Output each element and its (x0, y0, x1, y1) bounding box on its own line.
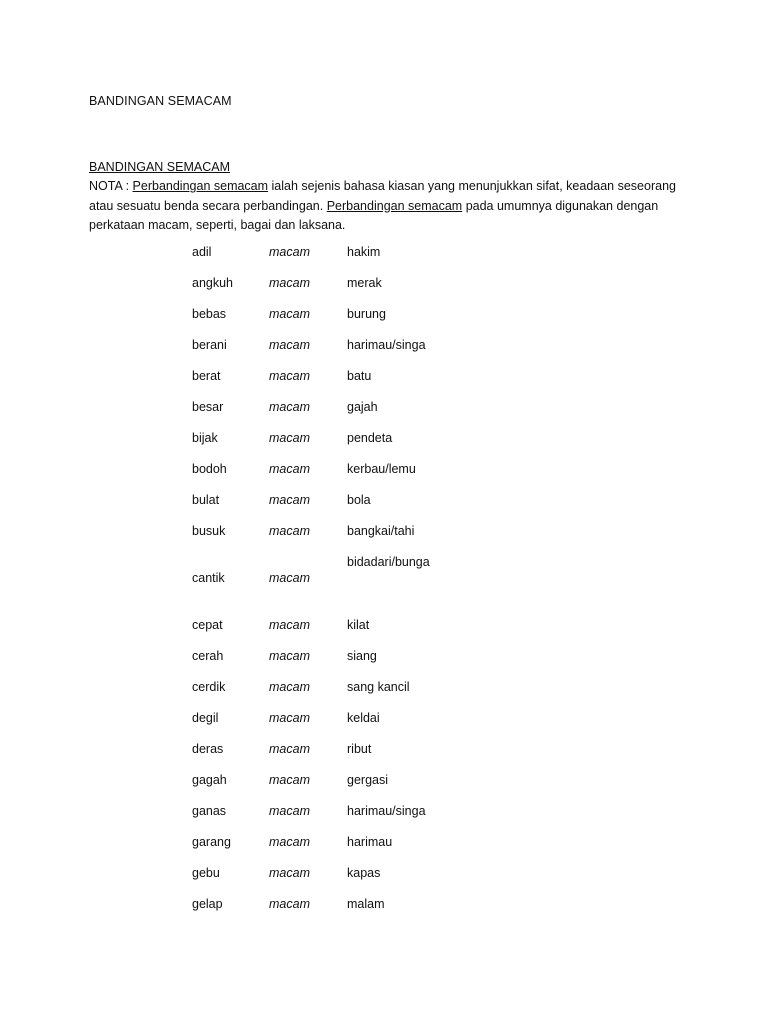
row-comparison: burung (347, 307, 386, 321)
row-comparison: bidadari/bunga (347, 555, 430, 569)
row-comparison: harimau/singa (347, 338, 426, 352)
row-comparison: harimau (347, 835, 393, 849)
row-comparison: batu (347, 369, 372, 383)
row-adjective: gelap (192, 897, 223, 911)
row-connector: macam (269, 462, 310, 476)
table-row (192, 462, 452, 493)
row-comparison: bangkai/tahi (347, 524, 415, 538)
row-adjective: besar (192, 400, 224, 414)
table-row (192, 742, 452, 773)
table-row (192, 431, 452, 462)
nota-paragraph (89, 177, 689, 236)
row-adjective: degil (192, 711, 219, 725)
row-comparison: kerbau/lemu (347, 462, 416, 476)
table-row (192, 711, 452, 742)
table-row (192, 835, 452, 866)
row-adjective: gebu (192, 866, 220, 880)
row-adjective: deras (192, 742, 224, 756)
row-adjective: bulat (192, 493, 220, 507)
table-row (192, 524, 452, 555)
row-comparison: ribut (347, 742, 372, 756)
row-comparison: malam (347, 897, 385, 911)
table-row (192, 680, 452, 711)
row-comparison: pendeta (347, 431, 393, 445)
table-row (192, 618, 452, 649)
row-connector: macam (269, 711, 310, 725)
row-adjective: cerah (192, 649, 224, 663)
row-connector: macam (269, 338, 310, 352)
row-connector: macam (269, 773, 310, 787)
row-connector: macam (269, 400, 310, 414)
row-connector: macam (269, 431, 310, 445)
row-comparison: kapas (347, 866, 381, 880)
row-connector: macam (269, 571, 310, 585)
row-connector: macam (269, 866, 310, 880)
table-row (192, 773, 452, 804)
table-row (192, 307, 452, 338)
row-adjective: gagah (192, 773, 227, 787)
row-comparison: bola (347, 493, 371, 507)
row-adjective: ganas (192, 804, 227, 818)
comparison-table (192, 245, 452, 928)
row-adjective: busuk (192, 524, 226, 538)
table-row (192, 649, 452, 680)
row-comparison: harimau/singa (347, 804, 426, 818)
row-comparison: hakim (347, 245, 381, 259)
row-adjective: cepat (192, 618, 223, 632)
row-connector: macam (269, 742, 310, 756)
row-adjective: cerdik (192, 680, 226, 694)
nota-term: Perbandingan semacam (132, 179, 269, 193)
row-adjective: bijak (192, 431, 218, 445)
row-comparison: gajah (347, 400, 378, 414)
row-connector: macam (269, 369, 310, 383)
row-adjective: cantik (192, 571, 225, 585)
nota-text-1: ialah sejenis bahasa kiasan yang menunjukkan sifat, keadaan seseorang atau sesuatu benda secara perbandingan. (89, 179, 676, 213)
nota-label: NOTA : (89, 179, 130, 193)
nota-term-2: Perbandingan semacam (326, 198, 463, 213)
row-connector: macam (269, 307, 310, 321)
table-row (192, 245, 452, 276)
row-adjective: bodoh (192, 462, 227, 476)
table-row (192, 866, 452, 897)
table-row (192, 400, 452, 431)
section-heading: BANDINGAN SEMACAM (89, 160, 230, 174)
table-row (192, 493, 452, 524)
row-adjective: bebas (192, 307, 227, 321)
row-connector: macam (269, 493, 310, 507)
row-connector: macam (269, 649, 310, 663)
row-adjective: berani (192, 338, 227, 352)
row-comparison: sang kancil (347, 680, 410, 694)
row-connector: macam (269, 276, 310, 290)
nota-text-2: pada umumnya digunakan dengan perkataan macam, seperti, bagai dan laksana. (89, 198, 659, 232)
table-row (192, 338, 452, 369)
row-adjective: berat (192, 369, 221, 383)
table-row (192, 897, 452, 928)
row-connector: macam (269, 680, 310, 694)
row-comparison: merak (347, 276, 382, 290)
row-comparison: gergasi (347, 773, 388, 787)
row-connector: macam (269, 804, 310, 818)
row-connector: macam (269, 245, 310, 259)
table-row (192, 804, 452, 835)
row-connector: macam (269, 835, 310, 849)
document-title: BANDINGAN SEMACAM (89, 94, 232, 108)
row-comparison: siang (347, 649, 377, 663)
table-row (192, 369, 452, 400)
row-adjective: garang (192, 835, 231, 849)
row-comparison: keldai (347, 711, 380, 725)
row-adjective: angkuh (192, 276, 234, 290)
row-connector: macam (269, 618, 310, 632)
table-row (192, 276, 452, 307)
table-row (192, 555, 452, 618)
row-connector: macam (269, 897, 310, 911)
row-connector: macam (269, 524, 310, 538)
row-adjective: adil (192, 245, 212, 259)
row-comparison: kilat (347, 618, 370, 632)
